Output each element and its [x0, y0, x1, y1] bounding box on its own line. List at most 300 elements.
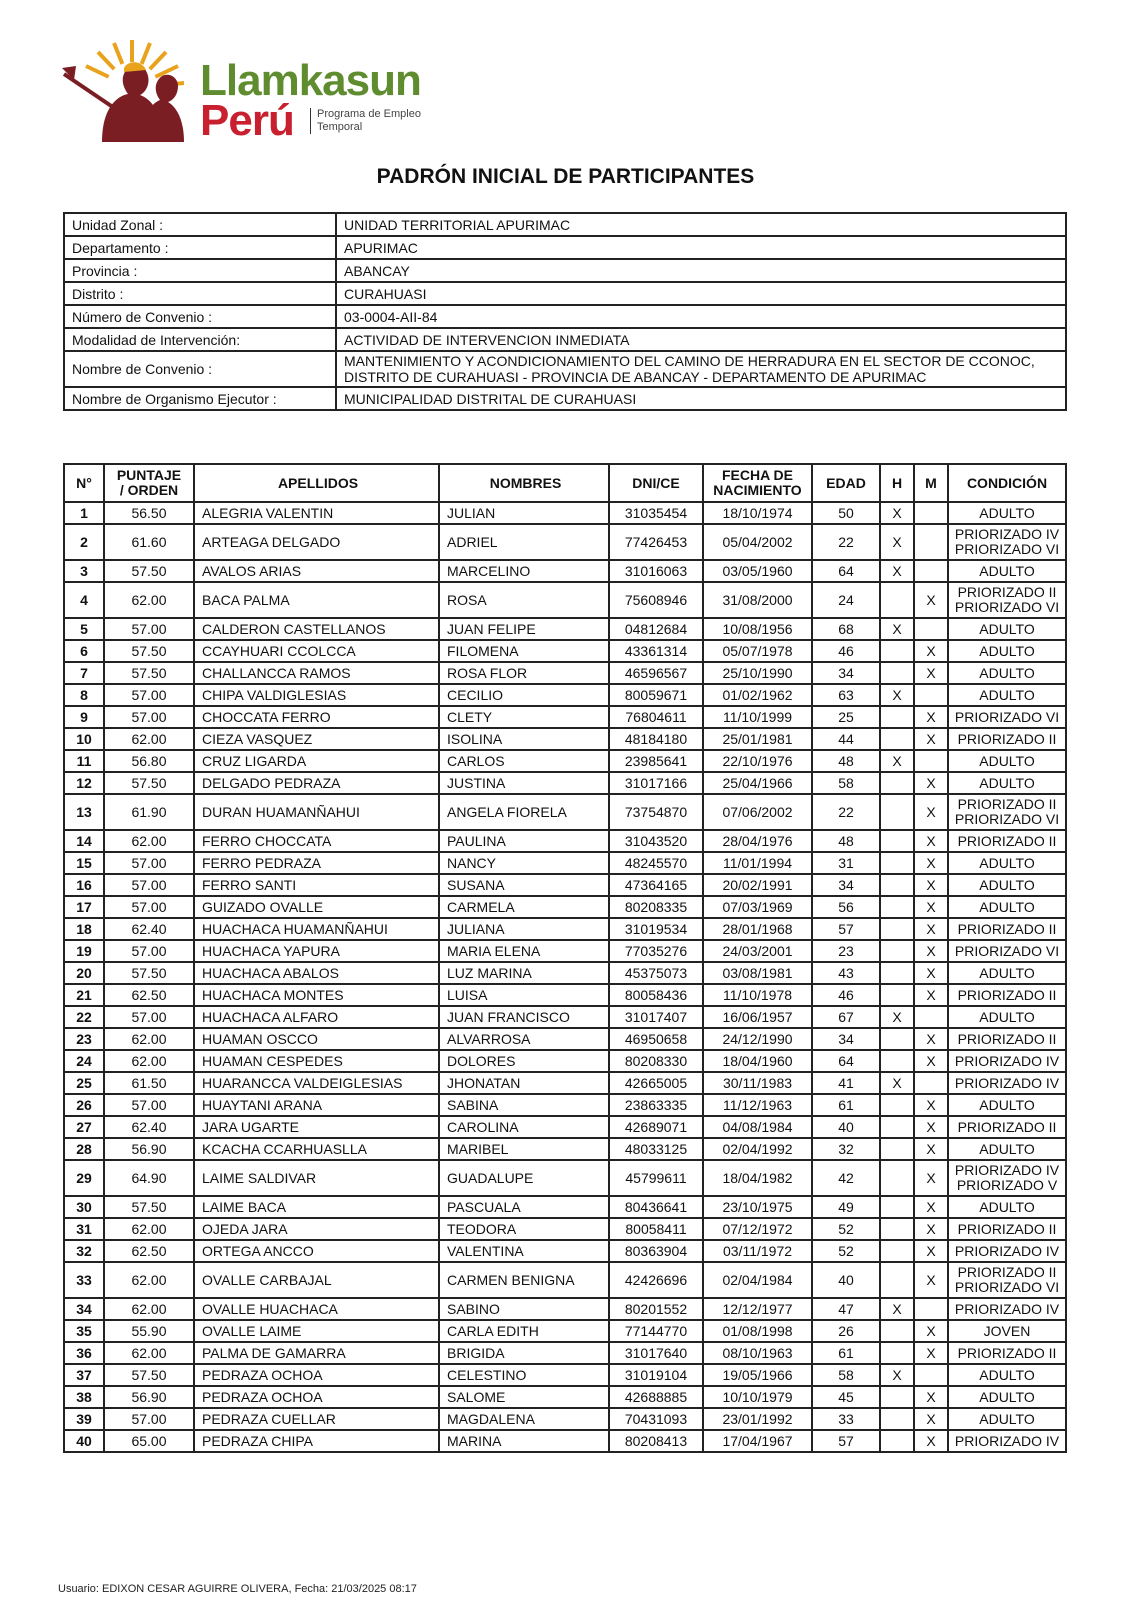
condicion-line: ADULTO: [979, 1008, 1035, 1025]
cell-edad: 58: [812, 1364, 880, 1386]
cell-nombres: LUISA: [439, 984, 609, 1006]
cell-condicion: [948, 1262, 1066, 1298]
cell-m: X: [914, 1050, 948, 1072]
cell-puntaje: 57.50: [104, 640, 194, 662]
cell-m: X: [914, 794, 948, 830]
col-header-fecha-2: NACIMIENTO: [713, 482, 802, 498]
cell-m: [914, 1006, 948, 1028]
condicion-line: JOVEN: [983, 1322, 1031, 1339]
cell-fecha-nacimiento: 23/01/1992: [703, 1408, 812, 1430]
cell-puntaje: 62.00: [104, 1342, 194, 1364]
cell-apellidos: JARA UGARTE: [194, 1116, 439, 1138]
cell-fecha-nacimiento: 11/10/1999: [703, 706, 812, 728]
brand-subtitle: [310, 108, 421, 134]
col-header-edad: EDAD: [812, 464, 880, 502]
brand-subtitle-line2: Temporal: [317, 121, 363, 133]
condicion-line: ADULTO: [979, 1366, 1035, 1383]
cell-dni: 80201552: [609, 1298, 703, 1320]
condicion-line: ADULTO: [979, 964, 1035, 981]
condicion-line: ADULTO: [979, 876, 1035, 893]
cell-nombres: CECILIO: [439, 684, 609, 706]
cell-fecha-nacimiento: 07/03/1969: [703, 896, 812, 918]
cell-m: [914, 1298, 948, 1320]
cell-m: X: [914, 1320, 948, 1342]
cell-h: [880, 1218, 914, 1240]
row-number: 27: [64, 1116, 104, 1138]
cell-edad: 45: [812, 1386, 880, 1408]
table-row: [64, 1320, 1066, 1342]
cell-edad: 68: [812, 618, 880, 640]
cell-puntaje: 62.00: [104, 1298, 194, 1320]
table-row: [64, 874, 1066, 896]
condicion-line: ADULTO: [979, 504, 1035, 521]
condicion-line: PRIORIZADO II: [957, 920, 1057, 937]
cell-edad: 41: [812, 1072, 880, 1094]
cell-nombres: JUAN FELIPE: [439, 618, 609, 640]
cell-dni: 31019104: [609, 1364, 703, 1386]
cell-h: [880, 874, 914, 896]
cell-edad: 52: [812, 1240, 880, 1262]
cell-puntaje: 57.50: [104, 962, 194, 984]
cell-apellidos: GUIZADO OVALLE: [194, 896, 439, 918]
cell-dni: 46596567: [609, 662, 703, 684]
cell-nombres: MAGDALENA: [439, 1408, 609, 1430]
col-header-apellidos: APELLIDOS: [194, 464, 439, 502]
cell-h: [880, 1262, 914, 1298]
cell-nombres: ALVARROSA: [439, 1028, 609, 1050]
condicion-line: PRIORIZADO VI: [954, 708, 1060, 725]
cell-fecha-nacimiento: 11/10/1978: [703, 984, 812, 1006]
cell-h: [880, 662, 914, 684]
table-row: [64, 962, 1066, 984]
condicion-line: ADULTO: [979, 774, 1035, 791]
cell-condicion: [948, 502, 1066, 524]
table-row: [64, 896, 1066, 918]
info-row: [64, 282, 1066, 305]
cell-condicion: [948, 896, 1066, 918]
cell-m: [914, 750, 948, 772]
cell-dni: 04812684: [609, 618, 703, 640]
cell-m: X: [914, 962, 948, 984]
cell-condicion: [948, 1138, 1066, 1160]
cell-m: X: [914, 1430, 948, 1452]
table-row: [64, 1050, 1066, 1072]
cell-nombres: NANCY: [439, 852, 609, 874]
cell-dni: 70431093: [609, 1408, 703, 1430]
cell-puntaje: 57.00: [104, 706, 194, 728]
cell-fecha-nacimiento: 17/04/1967: [703, 1430, 812, 1452]
cell-dni: 31043520: [609, 830, 703, 852]
row-number: 20: [64, 962, 104, 984]
condicion-line: PRIORIZADO II: [957, 1220, 1057, 1237]
info-label: Departamento :: [64, 236, 336, 259]
cell-condicion: [948, 560, 1066, 582]
condicion-line: PRIORIZADO IV: [954, 1162, 1060, 1178]
cell-dni: 31017640: [609, 1342, 703, 1364]
info-value: ABANCAY: [336, 259, 1066, 282]
cell-puntaje: 57.50: [104, 1196, 194, 1218]
table-row: [64, 728, 1066, 750]
row-number: 8: [64, 684, 104, 706]
cell-fecha-nacimiento: 07/12/1972: [703, 1218, 812, 1240]
info-label: Distrito :: [64, 282, 336, 305]
cell-nombres: JUSTINA: [439, 772, 609, 794]
row-number: 38: [64, 1386, 104, 1408]
condicion-line: PRIORIZADO VI: [954, 811, 1060, 827]
row-number: 11: [64, 750, 104, 772]
condicion-line: ADULTO: [979, 898, 1035, 915]
cell-condicion: [948, 618, 1066, 640]
cell-condicion: [948, 1218, 1066, 1240]
cell-dni: 42688885: [609, 1386, 703, 1408]
cell-condicion: [948, 830, 1066, 852]
info-table: [63, 212, 1067, 411]
cell-condicion: [948, 728, 1066, 750]
cell-apellidos: CIEZA VASQUEZ: [194, 728, 439, 750]
row-number: 33: [64, 1262, 104, 1298]
info-value: UNIDAD TERRITORIAL APURIMAC: [336, 213, 1066, 236]
cell-h: [880, 1430, 914, 1452]
info-row: [64, 305, 1066, 328]
cell-apellidos: FERRO SANTI: [194, 874, 439, 896]
table-row: [64, 1386, 1066, 1408]
cell-apellidos: LAIME BACA: [194, 1196, 439, 1218]
cell-h: X: [880, 502, 914, 524]
cell-h: [880, 918, 914, 940]
cell-puntaje: 57.00: [104, 1408, 194, 1430]
table-row: [64, 940, 1066, 962]
cell-dni: 76804611: [609, 706, 703, 728]
cell-condicion: [948, 918, 1066, 940]
table-row: [64, 684, 1066, 706]
cell-dni: 42426696: [609, 1262, 703, 1298]
cell-edad: 46: [812, 984, 880, 1006]
cell-condicion: [948, 962, 1066, 984]
cell-nombres: MARINA: [439, 1430, 609, 1452]
row-number: 31: [64, 1218, 104, 1240]
cell-apellidos: OJEDA JARA: [194, 1218, 439, 1240]
cell-edad: 67: [812, 1006, 880, 1028]
cell-puntaje: 61.50: [104, 1072, 194, 1094]
col-header-m: M: [914, 464, 948, 502]
cell-fecha-nacimiento: 07/06/2002: [703, 794, 812, 830]
table-row: [64, 1262, 1066, 1298]
col-header-dni: DNI/CE: [609, 464, 703, 502]
cell-dni: 31019534: [609, 918, 703, 940]
cell-puntaje: 62.00: [104, 1218, 194, 1240]
cell-puntaje: 62.00: [104, 582, 194, 618]
condicion-line: ADULTO: [979, 1388, 1035, 1405]
cell-condicion: [948, 1160, 1066, 1196]
cell-nombres: SUSANA: [439, 874, 609, 896]
cell-condicion: [948, 794, 1066, 830]
row-number: 30: [64, 1196, 104, 1218]
cell-edad: 40: [812, 1116, 880, 1138]
col-header-puntaje: [104, 464, 194, 502]
row-number: 12: [64, 772, 104, 794]
cell-apellidos: CHOCCATA FERRO: [194, 706, 439, 728]
cell-condicion: [948, 772, 1066, 794]
cell-dni: 31016063: [609, 560, 703, 582]
cell-condicion: [948, 706, 1066, 728]
cell-puntaje: 57.00: [104, 874, 194, 896]
cell-apellidos: HUACHACA ALFARO: [194, 1006, 439, 1028]
cell-condicion: [948, 684, 1066, 706]
brand-name-line2: Perú: [200, 96, 294, 145]
row-number: 39: [64, 1408, 104, 1430]
cell-apellidos: HUACHACA YAPURA: [194, 940, 439, 962]
col-header-nombres: NOMBRES: [439, 464, 609, 502]
row-number: 40: [64, 1430, 104, 1452]
condicion-line: PRIORIZADO II: [957, 1030, 1057, 1047]
cell-puntaje: 57.00: [104, 618, 194, 640]
cell-m: X: [914, 940, 948, 962]
cell-fecha-nacimiento: 25/04/1966: [703, 772, 812, 794]
cell-nombres: CELESTINO: [439, 1364, 609, 1386]
cell-h: [880, 1320, 914, 1342]
cell-condicion: [948, 1342, 1066, 1364]
cell-dni: 80436641: [609, 1196, 703, 1218]
cell-fecha-nacimiento: 08/10/1963: [703, 1342, 812, 1364]
cell-fecha-nacimiento: 03/05/1960: [703, 560, 812, 582]
cell-apellidos: HUACHACA ABALOS: [194, 962, 439, 984]
cell-edad: 43: [812, 962, 880, 984]
cell-apellidos: KCACHA CCARHUASLLA: [194, 1138, 439, 1160]
cell-edad: 34: [812, 1028, 880, 1050]
cell-dni: 31017407: [609, 1006, 703, 1028]
row-number: 18: [64, 918, 104, 940]
info-label: Modalidad de Intervención:: [64, 328, 336, 351]
cell-fecha-nacimiento: 25/10/1990: [703, 662, 812, 684]
cell-m: [914, 1072, 948, 1094]
participants-table: [63, 463, 1067, 1453]
cell-dni: 80208330: [609, 1050, 703, 1072]
info-row: [64, 213, 1066, 236]
cell-h: [880, 772, 914, 794]
table-row: [64, 1408, 1066, 1430]
table-row: [64, 1116, 1066, 1138]
cell-puntaje: 56.90: [104, 1138, 194, 1160]
cell-dni: 80058411: [609, 1218, 703, 1240]
cell-nombres: JULIAN: [439, 502, 609, 524]
cell-dni: 42665005: [609, 1072, 703, 1094]
cell-m: [914, 524, 948, 560]
col-header-h: H: [880, 464, 914, 502]
workers-emblem-icon: [62, 38, 202, 148]
cell-dni: 80208335: [609, 896, 703, 918]
cell-puntaje: 61.60: [104, 524, 194, 560]
row-number: 4: [64, 582, 104, 618]
cell-nombres: FILOMENA: [439, 640, 609, 662]
cell-nombres: TEODORA: [439, 1218, 609, 1240]
cell-apellidos: FERRO PEDRAZA: [194, 852, 439, 874]
row-number: 25: [64, 1072, 104, 1094]
cell-nombres: CARMEN BENIGNA: [439, 1262, 609, 1298]
cell-puntaje: 57.00: [104, 684, 194, 706]
info-row: [64, 259, 1066, 282]
condicion-line: ADULTO: [979, 1096, 1035, 1113]
cell-dni: 77144770: [609, 1320, 703, 1342]
cell-dni: 48033125: [609, 1138, 703, 1160]
cell-h: [880, 1196, 914, 1218]
cell-fecha-nacimiento: 03/11/1972: [703, 1240, 812, 1262]
cell-h: [880, 582, 914, 618]
cell-fecha-nacimiento: 10/10/1979: [703, 1386, 812, 1408]
table-row: [64, 1364, 1066, 1386]
cell-dni: 80363904: [609, 1240, 703, 1262]
cell-apellidos: PEDRAZA OCHOA: [194, 1364, 439, 1386]
cell-fecha-nacimiento: 04/08/1984: [703, 1116, 812, 1138]
cell-dni: 80059671: [609, 684, 703, 706]
cell-apellidos: HUACHACA MONTES: [194, 984, 439, 1006]
table-row: [64, 1006, 1066, 1028]
row-number: 29: [64, 1160, 104, 1196]
cell-edad: 22: [812, 524, 880, 560]
cell-edad: 22: [812, 794, 880, 830]
cell-nombres: VALENTINA: [439, 1240, 609, 1262]
cell-apellidos: FERRO CHOCCATA: [194, 830, 439, 852]
cell-puntaje: 62.00: [104, 830, 194, 852]
cell-edad: 48: [812, 830, 880, 852]
cell-nombres: ADRIEL: [439, 524, 609, 560]
cell-apellidos: CCAYHUARI CCOLCCA: [194, 640, 439, 662]
cell-h: [880, 1138, 914, 1160]
cell-nombres: JULIANA: [439, 918, 609, 940]
row-number: 26: [64, 1094, 104, 1116]
table-header-row: [64, 464, 1066, 502]
table-row: [64, 918, 1066, 940]
cell-m: X: [914, 918, 948, 940]
cell-m: X: [914, 1386, 948, 1408]
cell-nombres: ANGELA FIORELA: [439, 794, 609, 830]
cell-fecha-nacimiento: 05/04/2002: [703, 524, 812, 560]
cell-h: X: [880, 1298, 914, 1320]
condicion-line: PRIORIZADO IV: [954, 1074, 1060, 1091]
row-number: 1: [64, 502, 104, 524]
cell-apellidos: DURAN HUAMANÑAHUI: [194, 794, 439, 830]
table-row: [64, 1298, 1066, 1320]
condicion-line: PRIORIZADO IV: [954, 1242, 1060, 1259]
brand-subtitle-line1: Programa de Empleo: [317, 108, 421, 120]
cell-nombres: PASCUALA: [439, 1196, 609, 1218]
info-row: [64, 236, 1066, 259]
table-row: [64, 1430, 1066, 1452]
cell-nombres: SABINA: [439, 1094, 609, 1116]
row-number: 37: [64, 1364, 104, 1386]
cell-apellidos: PEDRAZA CHIPA: [194, 1430, 439, 1452]
cell-condicion: [948, 1006, 1066, 1028]
cell-fecha-nacimiento: 11/01/1994: [703, 852, 812, 874]
row-number: 23: [64, 1028, 104, 1050]
cell-dni: 80208413: [609, 1430, 703, 1452]
cell-edad: 44: [812, 728, 880, 750]
cell-condicion: [948, 1408, 1066, 1430]
row-number: 16: [64, 874, 104, 896]
cell-puntaje: 64.90: [104, 1160, 194, 1196]
cell-h: X: [880, 1072, 914, 1094]
condicion-line: PRIORIZADO II: [957, 986, 1057, 1003]
cell-h: [880, 1050, 914, 1072]
row-number: 3: [64, 560, 104, 582]
cell-fecha-nacimiento: 22/10/1976: [703, 750, 812, 772]
cell-m: X: [914, 1160, 948, 1196]
cell-condicion: [948, 582, 1066, 618]
condicion-line: ADULTO: [979, 752, 1035, 769]
cell-apellidos: PEDRAZA CUELLAR: [194, 1408, 439, 1430]
cell-nombres: MARCELINO: [439, 560, 609, 582]
cell-h: X: [880, 524, 914, 560]
cell-puntaje: 62.40: [104, 1116, 194, 1138]
table-row: [64, 524, 1066, 560]
document-title: PADRÓN INICIAL DE PARTICIPANTES: [376, 165, 755, 188]
row-number: 36: [64, 1342, 104, 1364]
cell-edad: 34: [812, 662, 880, 684]
cell-h: X: [880, 1364, 914, 1386]
cell-dni: 48184180: [609, 728, 703, 750]
condicion-line: PRIORIZADO VI: [954, 599, 1060, 615]
cell-nombres: BRIGIDA: [439, 1342, 609, 1364]
cell-nombres: DOLORES: [439, 1050, 609, 1072]
cell-condicion: [948, 852, 1066, 874]
cell-condicion: [948, 1050, 1066, 1072]
info-label: Número de Convenio :: [64, 305, 336, 328]
cell-h: [880, 962, 914, 984]
col-header-n: N°: [64, 464, 104, 502]
cell-puntaje: 65.00: [104, 1430, 194, 1452]
cell-edad: 24: [812, 582, 880, 618]
cell-apellidos: HUACHACA HUAMANÑAHUI: [194, 918, 439, 940]
table-row: [64, 662, 1066, 684]
cell-puntaje: 62.00: [104, 728, 194, 750]
cell-dni: 46950658: [609, 1028, 703, 1050]
cell-fecha-nacimiento: 11/12/1963: [703, 1094, 812, 1116]
condicion-line: PRIORIZADO II: [957, 1264, 1057, 1280]
cell-nombres: SALOME: [439, 1386, 609, 1408]
cell-m: X: [914, 984, 948, 1006]
cell-h: [880, 1386, 914, 1408]
cell-h: [880, 1160, 914, 1196]
table-row: [64, 1094, 1066, 1116]
cell-edad: 47: [812, 1298, 880, 1320]
row-number: 22: [64, 1006, 104, 1028]
condicion-line: PRIORIZADO II: [957, 1344, 1057, 1361]
condicion-line: ADULTO: [979, 620, 1035, 637]
cell-puntaje: 57.00: [104, 940, 194, 962]
condicion-line: PRIORIZADO VI: [954, 1279, 1060, 1295]
cell-condicion: [948, 874, 1066, 896]
cell-m: X: [914, 1240, 948, 1262]
cell-apellidos: CALDERON CASTELLANOS: [194, 618, 439, 640]
cell-nombres: CAROLINA: [439, 1116, 609, 1138]
table-row: [64, 502, 1066, 524]
cell-edad: 63: [812, 684, 880, 706]
cell-puntaje: 57.00: [104, 1006, 194, 1028]
condicion-line: PRIORIZADO IV: [954, 1052, 1060, 1069]
cell-h: [880, 794, 914, 830]
cell-fecha-nacimiento: 01/08/1998: [703, 1320, 812, 1342]
table-row: [64, 772, 1066, 794]
cell-fecha-nacimiento: 02/04/1984: [703, 1262, 812, 1298]
table-row: [64, 640, 1066, 662]
row-number: 7: [64, 662, 104, 684]
condicion-line: PRIORIZADO II: [957, 584, 1057, 600]
cell-edad: 52: [812, 1218, 880, 1240]
cell-fecha-nacimiento: 30/11/1983: [703, 1072, 812, 1094]
table-row: [64, 706, 1066, 728]
table-row: [64, 1138, 1066, 1160]
cell-puntaje: 61.90: [104, 794, 194, 830]
cell-edad: 33: [812, 1408, 880, 1430]
